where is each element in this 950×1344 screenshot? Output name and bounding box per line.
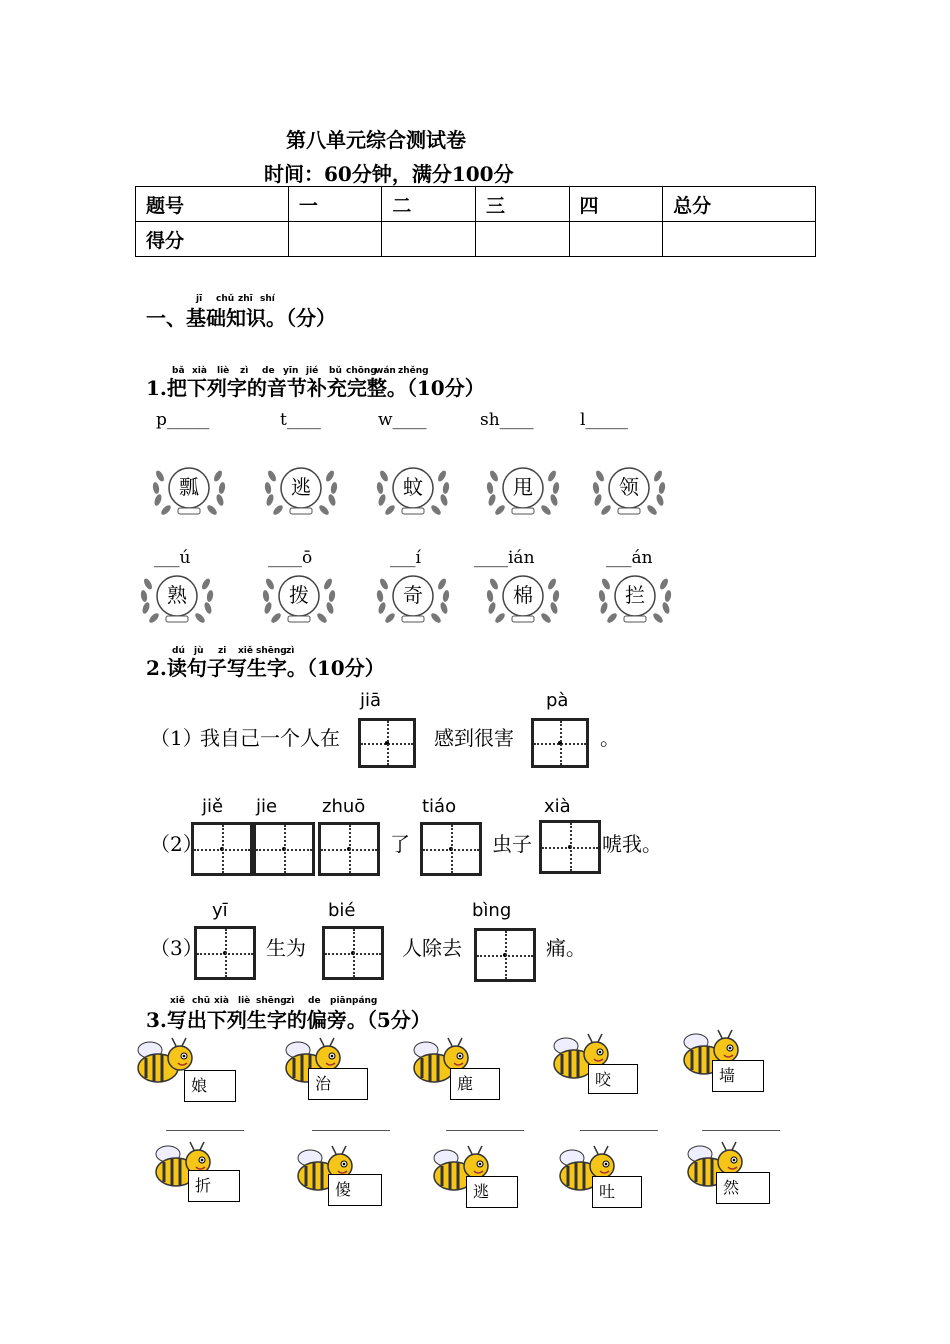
- pinyin-blank[interactable]: sh____: [480, 410, 534, 430]
- section-heading: 一、基础知识。（分）: [146, 306, 336, 330]
- pinyin-hint: yī: [212, 900, 228, 921]
- score-input-cell[interactable]: [288, 222, 382, 257]
- bee-card: [408, 1034, 518, 1104]
- question-title: 3.写出下列生字的偏旁。（5分）: [146, 1008, 431, 1032]
- character: 傻: [335, 1180, 352, 1199]
- wreath-badge: [262, 458, 340, 522]
- pinyin-label: shí: [260, 294, 275, 304]
- pinyin-label: chū: [192, 996, 211, 1006]
- table-cell: 题号: [136, 187, 289, 222]
- radical-answer-box[interactable]: [328, 1174, 382, 1206]
- pinyin-label: bǔ: [329, 366, 342, 376]
- sentence-text: 人除去: [402, 936, 462, 960]
- bee-card: [292, 1142, 402, 1212]
- character: 棉: [513, 583, 533, 607]
- table-cell: 得分: [136, 222, 289, 257]
- wreath-badge: [374, 566, 452, 630]
- score-input-cell[interactable]: [382, 222, 476, 257]
- pinyin-blank[interactable]: l_____: [580, 410, 628, 430]
- writing-grid[interactable]: [420, 822, 482, 876]
- character: 瓢: [179, 475, 199, 499]
- wreath-badge: [590, 458, 668, 522]
- pinyin-label: piān: [330, 996, 353, 1006]
- wreath-badge: [484, 458, 562, 522]
- character: 拨: [289, 583, 309, 607]
- radical-answer-box[interactable]: [450, 1068, 500, 1100]
- radical-answer-box[interactable]: [308, 1068, 368, 1100]
- pinyin-blank[interactable]: w____: [378, 410, 427, 430]
- answer-line[interactable]: [702, 1130, 780, 1131]
- pinyin-label: jù: [194, 646, 204, 656]
- pinyin-hint: jiě: [202, 796, 224, 817]
- writing-grid[interactable]: [253, 822, 315, 876]
- sentence-text: 了: [390, 832, 410, 856]
- sentence-text: 虫子: [492, 832, 532, 856]
- pinyin-hint: jiā: [360, 690, 382, 711]
- pinyin-label: zhěng: [398, 366, 429, 376]
- sentence-text: 。: [600, 726, 620, 750]
- question-title: 2.读句子写生字。（10分）: [146, 656, 385, 680]
- character: 折: [195, 1176, 212, 1195]
- pinyin-blank[interactable]: ___í: [390, 548, 421, 568]
- score-input-cell[interactable]: [569, 222, 663, 257]
- pinyin-blank[interactable]: ____ō: [268, 548, 313, 568]
- radical-answer-box[interactable]: [466, 1176, 518, 1208]
- radical-answer-box[interactable]: [716, 1172, 770, 1204]
- pinyin-label: shēng: [256, 996, 287, 1006]
- writing-grid[interactable]: [191, 822, 253, 876]
- pinyin-blank[interactable]: ___ú: [154, 548, 191, 568]
- pinyin-label: xià: [192, 366, 207, 376]
- wreath-badge: [484, 566, 562, 630]
- pinyin-label: zhī: [238, 294, 253, 304]
- score-input-cell[interactable]: [475, 222, 569, 257]
- pinyin-label: yīn: [283, 366, 299, 376]
- character: 鹿: [457, 1074, 474, 1093]
- character: 吐: [599, 1182, 616, 1201]
- character: 娘: [191, 1076, 208, 1095]
- pinyin-label: bǎ: [172, 366, 185, 376]
- table-cell: 四: [569, 187, 663, 222]
- writing-grid[interactable]: [318, 822, 380, 876]
- character: 咬: [595, 1070, 612, 1089]
- bee-card: [548, 1030, 658, 1100]
- bee-card: [280, 1034, 390, 1104]
- score-table: [135, 186, 816, 257]
- wreath-badge: [138, 566, 216, 630]
- pinyin-label: jié: [306, 366, 319, 376]
- pinyin-hint: bié: [328, 900, 356, 921]
- bee-card: [150, 1138, 260, 1208]
- pinyin-label: dú: [172, 646, 185, 656]
- pinyin-label: chōng: [346, 366, 377, 376]
- pinyin-label: de: [308, 996, 321, 1006]
- pinyin-label: zì: [286, 996, 295, 1006]
- table-cell: 三: [475, 187, 569, 222]
- pinyin-label: xiě: [170, 996, 185, 1006]
- radical-answer-box[interactable]: [592, 1176, 642, 1208]
- pinyin-label: zì: [286, 646, 295, 656]
- bee-card: [682, 1138, 792, 1208]
- page-title: 第八单元综合测试卷: [286, 128, 466, 152]
- writing-grid[interactable]: [322, 926, 384, 980]
- radical-answer-box[interactable]: [588, 1064, 638, 1094]
- sentence-number: （3）: [150, 936, 203, 960]
- score-input-cell[interactable]: [663, 222, 816, 257]
- character: 治: [315, 1074, 332, 1093]
- pinyin-label: zì: [240, 366, 249, 376]
- pinyin-hint: zhuō: [322, 796, 366, 817]
- character: 逃: [473, 1182, 490, 1201]
- pinyin-blank[interactable]: p_____: [156, 410, 210, 430]
- radical-answer-box[interactable]: [188, 1170, 240, 1202]
- pinyin-label: xià: [214, 996, 229, 1006]
- pinyin-label: shēng: [256, 646, 287, 656]
- pinyin-label: páng: [352, 996, 378, 1006]
- character: 奇: [403, 583, 423, 607]
- pinyin-label: de: [262, 366, 275, 376]
- character: 领: [619, 475, 639, 499]
- character: 然: [723, 1178, 740, 1197]
- character: 甩: [513, 475, 533, 499]
- writing-grid[interactable]: [358, 718, 416, 768]
- writing-grid[interactable]: [474, 928, 536, 982]
- pinyin-label: wán: [375, 366, 396, 376]
- character: 墙: [719, 1066, 736, 1085]
- sentence-text: 我自己一个人在: [200, 726, 340, 750]
- wreath-badge: [260, 566, 338, 630]
- sentence-text: 生为: [266, 936, 306, 960]
- answer-line[interactable]: [580, 1130, 658, 1131]
- sentence-number: （1）: [150, 726, 203, 750]
- pinyin-label: xiě: [238, 646, 253, 656]
- radical-answer-box[interactable]: [712, 1060, 764, 1092]
- bee-card: [132, 1034, 242, 1104]
- pinyin-hint: bìng: [472, 900, 512, 921]
- pinyin-hint: xià: [544, 796, 571, 817]
- pinyin-blank[interactable]: t____: [280, 410, 321, 430]
- writing-grid[interactable]: [531, 718, 589, 768]
- table-cell: 一: [288, 187, 382, 222]
- sentence-number: （2）: [150, 832, 203, 856]
- bee-card: [678, 1026, 788, 1096]
- answer-line[interactable]: [446, 1130, 524, 1131]
- character: 拦: [625, 583, 645, 607]
- pinyin-label: zi: [218, 646, 227, 656]
- page-subtitle: 时间：60分钟，满分100分: [264, 162, 514, 186]
- bee-card: [428, 1142, 538, 1212]
- answer-line[interactable]: [166, 1130, 244, 1131]
- table-row: [136, 187, 816, 222]
- sentence-text: 痛。: [546, 936, 586, 960]
- pinyin-label: jī: [196, 294, 203, 304]
- question-title: 1.把下列字的音节补充完整。（10分）: [146, 376, 485, 400]
- writing-grid[interactable]: [194, 926, 256, 980]
- sentence-text: 唬我。: [602, 832, 662, 856]
- character: 熟: [167, 583, 187, 607]
- pinyin-blank[interactable]: ____ián: [474, 548, 535, 568]
- writing-grid[interactable]: [539, 820, 601, 874]
- table-cell: 总分: [663, 187, 816, 222]
- pinyin-label: liè: [217, 366, 230, 376]
- sentence-text: 感到很害: [434, 726, 514, 750]
- pinyin-blank[interactable]: ___án: [606, 548, 653, 568]
- pinyin-label: chǔ: [216, 294, 235, 304]
- table-cell: 二: [382, 187, 476, 222]
- wreath-badge: [374, 458, 452, 522]
- pinyin-label: liè: [238, 996, 251, 1006]
- radical-answer-box[interactable]: [184, 1070, 236, 1102]
- character: 逃: [291, 475, 311, 499]
- wreath-badge: [596, 566, 674, 630]
- wreath-badge: [150, 458, 228, 522]
- character: 蚊: [403, 475, 423, 499]
- pinyin-hint: pà: [546, 690, 569, 711]
- pinyin-hint: tiáo: [422, 796, 457, 817]
- pinyin-hint: jie: [256, 796, 278, 817]
- table-row: [136, 222, 816, 257]
- bee-card: [554, 1142, 664, 1212]
- answer-line[interactable]: [312, 1130, 390, 1131]
